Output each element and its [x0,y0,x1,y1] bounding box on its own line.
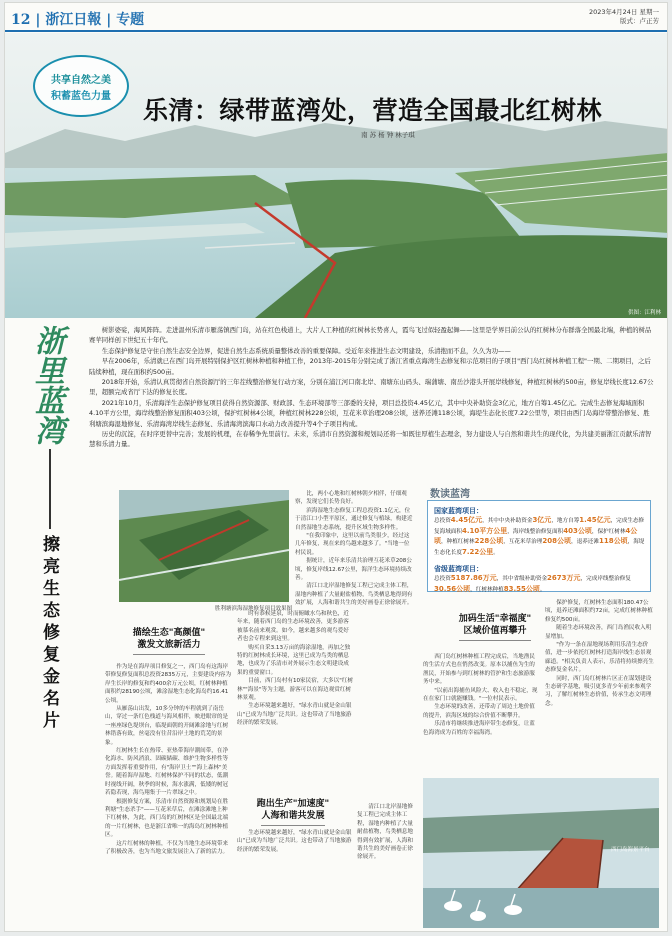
body-paragraph: 清江口北岸湿地修复工程已完成主体工程，湿地内种植了大量耐盐植物，鸟类栖息地得到有效扩展，人海和谐共生的美好画卷正徐徐展开。 [295,583,413,607]
boardwalk-egret-image [423,778,659,928]
body-paragraph: "在我印象中，这里以前鸟类很少，经过这几年修复，现在来的鸟越来越多了。"当地一位村民说。 [295,533,410,556]
heading-line: 加码生活"幸福度" [458,614,532,624]
body-paragraph: 乐清市将继续推进海岸带生态修复，让蓝色海湾成为百姓的幸福海湾。 [423,721,535,736]
heading-line: 人海和谐共发展 [261,811,325,821]
heading-underline [459,640,531,641]
stat-p-plant: 83.55公顷 [503,584,540,593]
data-box-title: 数读蓝湾 [430,489,470,500]
stat-local: 1.45亿元 [579,516,611,524]
body-paragraph: 作为是在海岸项目修复之一，西门岛有这海岸带修复修复面积总投资2835万元，主要建设内容为岸生长岸的修复和约400余万元公顷，红树林种植面积约28190公顷，滩涂湿地生态化海岛约16.41公顷。 [105,664,232,704]
layout-editor: 版式：卢正芳 [620,17,659,25]
stat-p-central: 2673万元 [547,574,581,582]
boardwalk-egret-photo [423,778,659,928]
article-column-3b [357,803,413,925]
headline: 乐清：绿带蓝湾处，营造全国最北红树林 [143,96,603,125]
intro-paragraph: 历史的沉淀，在时序更替中完善；发展的机理，在春稀争先里前行。未来，乐清市自然资源和规划局还将一如既往厚植生态理念，努力建设人与自然和谐共生的现代化，为共建美丽浙江贡献乐清智慧和乐清力量。 [89,430,652,449]
body-paragraph: 随着生态环境改善，西门岛渔民收入明显增加。 [545,625,652,640]
vertical-subtitle: 擦亮生态修复金名片 [39,535,59,733]
byline: 南 苏 杨 钟 林子琪 [361,131,415,139]
provincial-project-title: 省级蓝湾项目： [434,565,483,573]
hero-photo [5,33,667,318]
intro-paragraph: 2021年10月，乐清海洋生态保护修复项目获得自然资源部、财政部、生态环境部等三部委的支持，项目总投资4.45亿元，其中中央补助资金3亿元，地方自筹1.45亿元。完成生态修复海域面积4.10平方公里，海岸线整治修复面积403公顷，保护红树林4公顷，种植红树林228公顷，互花米草治理208公顷，送养还滩118公顷，海堤生态化长度7.22公里等，项目由西门岛海岸带整治修复、胜利塘滨海湿地修复、乐清海湾岸线生态修复、乐清海湾滨海口水动力改善提升等4个子项目构成。 [89,398,650,428]
article-column-2b [237,829,353,925]
article-column-3 [295,490,413,796]
stat-total: 4.45亿元 [450,516,483,524]
intro-paragraph: 2018年开始，乐清认真贯彻省自然资源厅的三年茬线整治修复行动方案，分别在浦江河口南北岸、南塘东山码头、瑞蒲塘、南岳沙港头开展岸线修复，种植红树林约500亩，修复岸线长度12.67公里，超额完成省厅下达的修复长度。 [89,378,654,397]
stat-seawall: 7.22公里 [461,547,494,556]
stat-p-coast: 30.56公顷 [434,584,471,593]
stat-coast: 403公顷 [563,526,592,535]
photo-caption: 西门岛海景平台 [611,847,650,853]
issue-meta [589,8,659,26]
wetland-rendering-image [119,490,289,602]
page-number: 12 [11,12,31,28]
heading-line: 激发文旅新活力 [137,640,201,650]
heading-line: 跑出生产"加速度" [256,799,330,809]
data-box [427,489,651,593]
heading-underline [261,825,326,826]
masthead: 12 | 浙江日報 | 专题 [11,12,145,28]
body-paragraph: 比，两小心地和红树林朝夕相伴，仔细观察，发现它们长势良好。 [295,491,407,506]
intro-text [89,325,655,450]
stat-spartina: 208公顷 [542,537,571,545]
body-paragraph: 根据修复方案，乐清市自然资源和规划局在胜利塘"生态杀手"——互花米草后，在滩涂滩地上种下红树林，为此，西门岛的红树林区是全国最北端的一片红树林，也是浙江省唯一的海岛红树林种植区。 [105,798,229,839]
header-rule [5,30,667,32]
photo-credit: 供图：江利林 [627,310,661,316]
body-paragraph: 目前，西门岛村有10家民宿，大多以"红树林""海景"等为主题，游客可以在海边观赏红树林景观。 [237,678,353,702]
body-paragraph: 同时，西门岛红树林片区正在谋划建设生态研学基地，吸引更多青少年前来参观学习，了解红树林生态价值，传承生态文明理念。 [545,675,652,707]
page-header [5,3,667,33]
badge-line2: 积蓄蓝色力量 [51,91,111,102]
body-paragraph: 时有恭候延泉，时而俯瞰水鸟和秋色，近年来，随着西门岛的生态环境改善，更多游客被慕名前来观赏。如今，越来越多的观鸟爱好者也会专程来到这里。 [237,611,349,643]
body-paragraph: 保护修复，红树林生态面积180.47公顷，退养还滩面积约72亩，完成红树林种植修复约500亩。 [545,600,653,623]
provincial-project-text: 总投资5187.86万元，其中省级补助资金2673万元，完成岸线整治修复30.56公顷，红树林种植83.55公顷。 [434,574,631,593]
calligraphy-title: 浙里蓝湾 [29,325,64,445]
stat-retreat: 118公顷 [598,537,628,545]
intro-paragraph: 树影婆娑，海风阵阵。走进温州乐清市雁荡镇西门岛，站在红色栈道上，大片人工种植的红树林长势喜人，霞鸟飞过似轻盈起舞——这里是学界目前公认的红树林分布群落全国最北端，种植的树品赛苹同样创下世纪五十年代。 [89,326,652,345]
article-column-5 [545,599,655,773]
heading-line: 描绘生态"高颜值" [132,628,206,638]
badge-line1: 共享自然之美 [51,75,111,86]
issue-date: 2023年4月24日 星期一 [588,8,659,16]
article-column-1 [105,663,233,925]
section-heading-scenery [109,627,229,655]
section-heading-production [239,798,347,826]
body-paragraph: 这片红树林的种植，不仅为当地生态环境带来了积极改善，也为当地文旅发展注入了新的活力。 [105,840,229,855]
newspaper-page [4,2,668,932]
stat-sea-area: 4.10平方公里 [461,526,508,535]
body-paragraph: 清江口北岸湿地修复工程已完成主体工程，湿地内种植了大量耐盐植物，鸟类栖息地得到有效扩展，人海和谐共生的美好画卷正徐徐展开。 [357,804,413,861]
wetland-rendering-photo [119,490,289,602]
section-name: 专题 [116,12,145,28]
body-paragraph: 购买自采3.13万亩的海涂湿地，再加之独特的红树林成长环境，这里已成为鸟类的栖息地，也成为了乐清市对外展示生态文明建设成果的重要窗口。 [237,644,351,676]
heading-underline [133,654,205,655]
intro-paragraph: 生态保护修复是守住自然生态安全边界，促进自然生态系统质量整体改善的重要保障。受近年来推进生态文明建设，乐清抱而不息，久久为功—— [101,346,511,355]
photo-caption: 胜利塘滨海湿地修复项目效果图 [215,606,293,612]
body-paragraph: "以前出海捕鱼风险大、收入也不稳定，现在在家门口就能赚钱。"一位村民表示。 [423,687,538,703]
body-paragraph: 生态环境的改善，还带动了周边土地价值的提升，滨海区域的综合价值不断攀升。 [423,704,535,719]
article-column-4 [423,653,539,773]
stat-protect: 4公顷 [434,526,638,545]
body-paragraph: 据统计，近年来乐清共治理互花米草208公顷，修复岸线12.67公里，海洋生态环境持续改善。 [295,558,412,582]
body-paragraph: 生态环境越来越好，"绿水青山就是金山银山"已成为当地广泛共识。这也带动了当地旅游经济的繁荣发展。 [237,703,352,727]
stat-central: 3亿元 [532,516,552,524]
national-project-text: 总投资4.45亿元，其中中央补助资金3亿元，地方自筹1.45亿元，完成生态修复海域面积4.10平方公里，海岸线整治修复面积403公顷，保护红树林4公顷，种植红树林228公顷，互花米草治理208公顷，退养还滩118公顷，海堤生态化长度7.22公里。 [434,516,645,556]
title-divider [49,449,51,529]
stat-p-total: 5187.86万元 [450,574,497,582]
body-paragraph: "作为一条在湿地现场利用乐清生态价值，进一步依托红树林打造海岸线生态景观廊道。"相关负责人表示，乐清将持续擦亮生态修复金名片。 [545,642,654,674]
section-heading-living [435,613,555,641]
paper-name: 浙江日報 [45,12,102,28]
national-project-title: 国家蓝湾项目： [434,507,483,515]
body-paragraph: 滨海湿地生态修复工程总投资1.1亿元，位于清江口小型平原区，通过修复与植绿，构建近自然湿地生态系统，提升区域生物多样性。 [295,507,413,531]
body-paragraph: 红树林生长在热带、亚热带海岸潮间带，在净化海水、防风消浪、固碳储碳、维护生物多样性等方面发挥着重要作用，有"海岸卫士""海上森林"美誉。随着海岸湿地、红树林保护不同的状态，低潮时视线开阔，秋季的时候，海水涨满，低矮的树冠若隐若现，海鸟翔集于一片翠绿之中。 [105,748,229,797]
intro-paragraph: 早在2006年，乐清就已在西门岛开展特别保护区红树林种植和种植工作，2013年-2015年分别完成了浙江省重点海湾生态修复和示范项目的子项目"西门岛红树林种植工程"一期、二期项目，之后陆续种植，现在面积约500亩。 [89,357,651,376]
body-paragraph: 西门岛红树林种植工程完成后，当地渔民的生活方式也在悄然改变。原本以捕鱼为生的渔民，开始参与到红树林的管护和生态旅游服务中来。 [423,654,535,686]
body-paragraph: 生态环境越来越好，"绿水青山就是金山银山"已成为当地广泛共识。这也带动了当地旅游经济的繁荣发展。 [237,830,352,853]
stat-plant: 228公顷 [474,537,504,545]
vertical-title [31,325,71,733]
heading-line: 区域价值再攀升 [463,626,527,636]
body-paragraph: 从雁荡山出发，10多分钟的车程就到了南岳山，穿过一条红色栈道与海风相伴，映进眼帘的是一座座绿色堤坝台，临堤面朝的开阔滩涂地与红树林错落有致，丝毫没有往昔沿岸土地的荒芜的景象。 [105,706,229,746]
theme-badge [33,55,129,117]
